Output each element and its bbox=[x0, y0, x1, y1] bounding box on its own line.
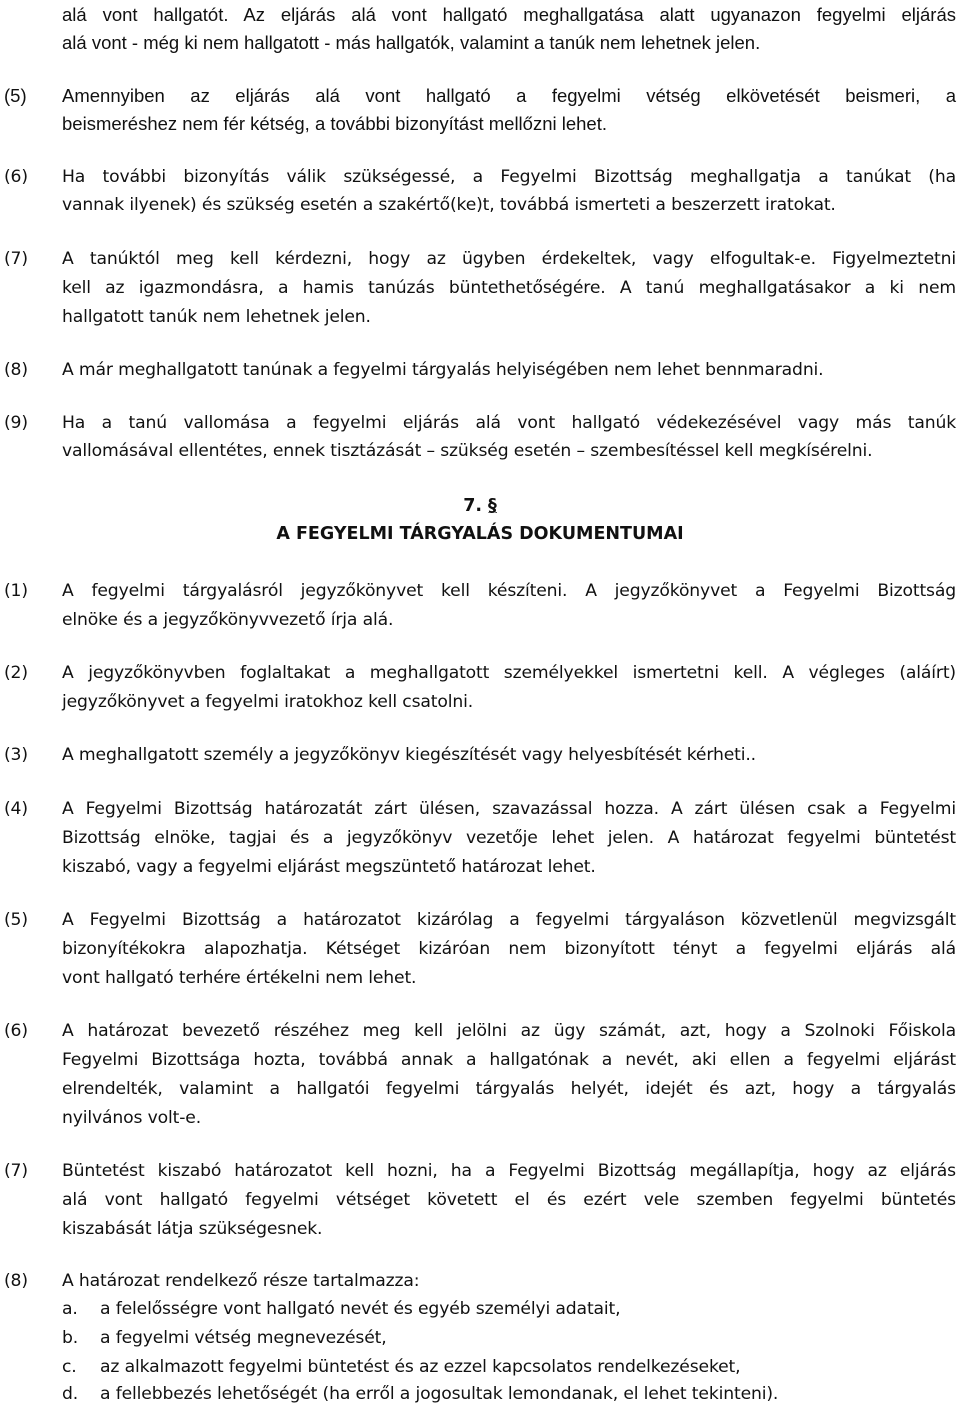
paragraph-line: A már meghallgatott tanúnak a fegyelmi tárgyalás helyiségében nem lehet bennmaradni. bbox=[62, 360, 824, 380]
list-item: az alkalmazott fegyelmi büntetést és az ezzel kapcsolatos rendelkezéseket, bbox=[100, 1357, 741, 1377]
paragraph-number: (7) bbox=[4, 1161, 28, 1181]
list-item: a fellebbezés lehetőségét (ha erről a jogosultak lemondanak, el lehet tekinteni). bbox=[100, 1384, 779, 1404]
paragraph-line: vannak ilyenek) és szükség esetén a szakértő(ke)t, továbbá ismerteti a beszerzett iratokat. bbox=[62, 195, 836, 215]
paragraph-line: A tanúktól meg kell kérdezni, hogy az ügyben érdekeltek, vagy elfogultak-e. Figyelmeztetni bbox=[62, 249, 956, 269]
paragraph-line: kiszabását látja szükségesnek. bbox=[62, 1219, 323, 1239]
paragraph-line: A meghallgatott személy a jegyzőkönyv kiegészítését vagy helyesbítését kérheti.. bbox=[62, 745, 756, 765]
paragraph-line: alá vont hallgató fegyelmi vétséget követett el és ezért vele szemben fegyelmi büntetés bbox=[62, 1190, 956, 1210]
paragraph-line: Ha további bizonyítás válik szükségessé, a Fegyelmi Bizottság meghallgatja a tanúkat (ha bbox=[62, 167, 956, 187]
paragraph-line: vont hallgató terhére értékelni nem lehet. bbox=[62, 968, 417, 988]
paragraph-line: alá vont hallgatót. Az eljárás alá vont hallgató meghallgatása alatt ugyanazon fegyelmi eljárás bbox=[62, 4, 956, 25]
paragraph-number: (6) bbox=[4, 167, 28, 187]
section-number-text: 7. bbox=[463, 496, 483, 516]
paragraph-number: (4) bbox=[4, 799, 28, 819]
paragraph-line: beismeréshez nem fér kétség, a további bizonyítást mellőzni lehet. bbox=[62, 113, 608, 134]
paragraph-number: (8) bbox=[4, 1271, 28, 1291]
list-item: a felelősségre vont hallgató nevét és egyéb személyi adatait, bbox=[100, 1299, 621, 1319]
paragraph-line: jegyzőkönyvet a fegyelmi iratokhoz kell csatolni. bbox=[62, 692, 474, 712]
list-item: a fegyelmi vétség megnevezését, bbox=[100, 1328, 387, 1348]
paragraph-line: A fegyelmi tárgyalásról jegyzőkönyvet kell készíteni. A jegyzőkönyvet a Fegyelmi Bizottság bbox=[62, 581, 956, 601]
paragraph-line: vallomásával ellentétes, ennek tisztázását – szükség esetén – szembesítéssel kell megkísérelni. bbox=[62, 441, 873, 461]
paragraph-line: Fegyelmi Bizottsága hozta, továbbá annak a hallgatónak a nevét, aki ellen a fegyelmi eljárást bbox=[62, 1050, 956, 1070]
paragraph-number: (6) bbox=[4, 1021, 28, 1041]
list-item-marker: a. bbox=[62, 1299, 78, 1319]
paragraph-number: (9) bbox=[4, 413, 28, 433]
paragraph-line: A jegyzőkönyvben foglaltakat a meghallgatott személyekkel ismertetni kell. A végleges (aláírt) bbox=[62, 663, 956, 683]
section-number bbox=[0, 492, 960, 521]
paragraph-number: (5) bbox=[4, 910, 28, 930]
paragraph-line: Büntetést kiszabó határozatot kell hozni, ha a Fegyelmi Bizottság megállapítja, hogy az eljárás bbox=[62, 1161, 956, 1181]
list-item-marker: b. bbox=[62, 1328, 79, 1348]
paragraph-line: elrendelték, valamint a hallgatói fegyelmi tárgyalás helyét, idejét és azt, hogy a tárgyalás bbox=[62, 1079, 956, 1099]
paragraph-line: Ha a tanú vallomása a fegyelmi eljárás alá vont hallgató védekezésével vagy más tanúk bbox=[62, 413, 956, 433]
paragraph-number: (5) bbox=[4, 85, 27, 106]
list-item-marker: c. bbox=[62, 1357, 77, 1377]
paragraph-line: Bizottság elnöke, tagjai és a jegyzőkönyv vezetője lehet jelen. A határozat fegyelmi büntetést bbox=[62, 828, 956, 848]
paragraph-line: nyilvános volt-e. bbox=[62, 1108, 202, 1128]
section-symbol: § bbox=[488, 496, 497, 516]
paragraph-line: kiszabó, vagy a fegyelmi eljárást megszüntető határozat lehet. bbox=[62, 857, 596, 877]
paragraph-line: A Fegyelmi Bizottság a határozatot kizárólag a fegyelmi tárgyaláson közvetlenül megvizsgált bbox=[62, 910, 956, 930]
paragraph-line: alá vont - még ki nem hallgatott - más hallgatók, valamint a tanúk nem lehetnek jelen. bbox=[62, 32, 761, 53]
paragraph-number: (1) bbox=[4, 581, 28, 601]
paragraph-line: kell az igazmondásra, a hamis tanúzás büntethetőségére. A tanú meghallgatásakor a ki nem bbox=[62, 278, 956, 298]
paragraph-line: A határozat rendelkező része tartalmazza: bbox=[62, 1271, 420, 1291]
paragraph-line: hallgatott tanúk nem lehetnek jelen. bbox=[62, 307, 371, 327]
paragraph-number: (7) bbox=[4, 249, 28, 269]
paragraph-line: elnöke és a jegyzőkönyvvezető írja alá. bbox=[62, 610, 394, 630]
paragraph-number: (2) bbox=[4, 663, 28, 683]
paragraph-line: A Fegyelmi Bizottság határozatát zárt ülésen, szavazással hozza. A zárt ülésen csak a Fegyelmi bbox=[62, 799, 956, 819]
list-item-marker: d. bbox=[62, 1384, 79, 1404]
paragraph-number: (8) bbox=[4, 360, 28, 380]
paragraph-number: (3) bbox=[4, 745, 28, 765]
section-title: A FEGYELMI TÁRGYALÁS DOKUMENTUMAI bbox=[276, 524, 684, 544]
paragraph-line: bizonyítékokra alapozhatja. Kétséget kizáróan nem bizonyított tényt a fegyelmi eljárás alá bbox=[62, 939, 956, 959]
paragraph-line: A határozat bevezető részéhez meg kell jelölni az ügy számát, azt, hogy a Szolnoki Főiskola bbox=[62, 1021, 956, 1041]
paragraph-line: Amennyiben az eljárás alá vont hallgató a fegyelmi vétség elkövetését beismeri, a bbox=[62, 85, 956, 106]
